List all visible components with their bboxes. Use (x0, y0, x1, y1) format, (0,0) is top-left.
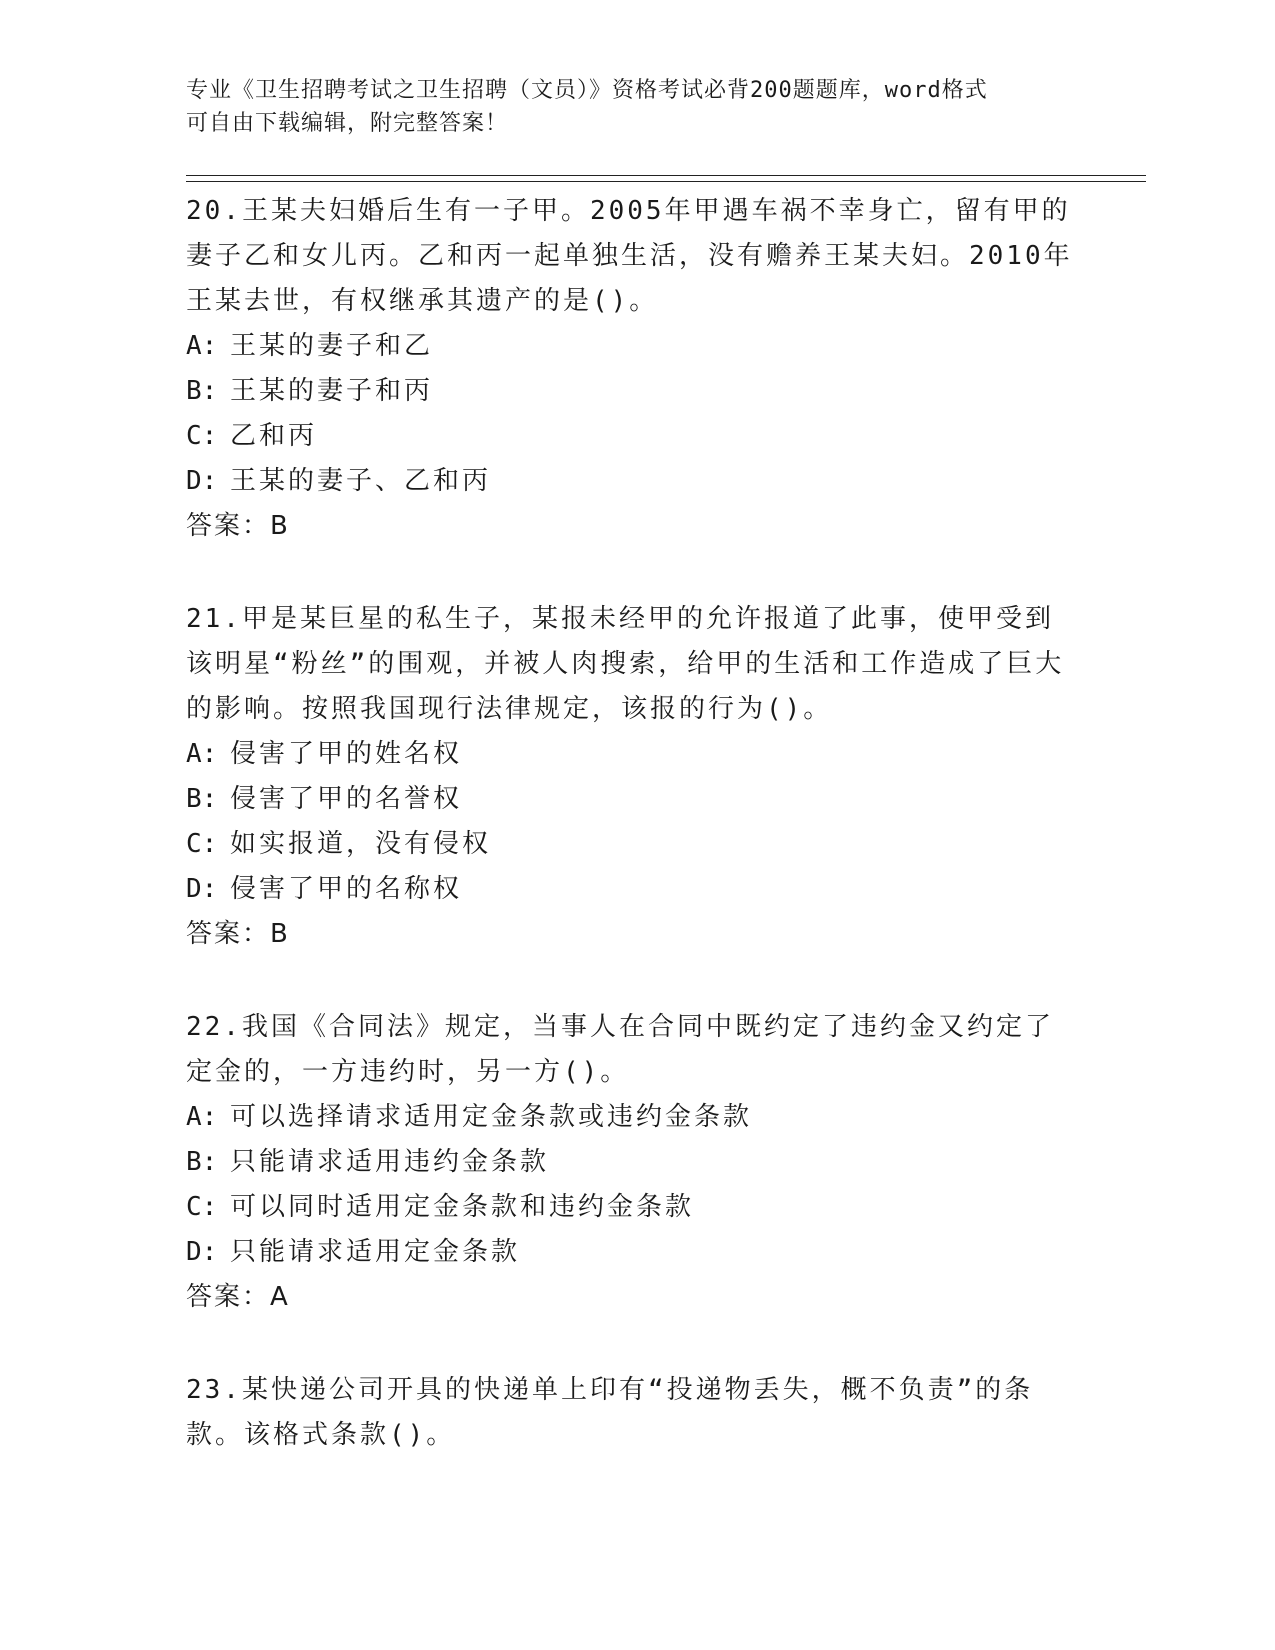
answer-line: 答案：B (186, 919, 290, 949)
option-letter: C: (186, 829, 218, 859)
header-title-line-2: 可自由下载编辑，附完整答案！ (186, 111, 509, 136)
document-header (186, 74, 1066, 140)
option-c (186, 414, 1076, 459)
question-23 (186, 1368, 1076, 1458)
option-letter: B: (186, 1147, 218, 1177)
option-a (186, 1095, 1076, 1140)
option-letter: A: (186, 331, 218, 361)
option-letter: B: (186, 784, 218, 814)
option-b (186, 369, 1076, 414)
option-text: 王某的妻子和丙 (230, 376, 434, 406)
option-text: 侵害了甲的名称权 (230, 874, 463, 904)
option-text: 侵害了甲的姓名权 (230, 739, 463, 769)
option-letter: D: (186, 874, 218, 904)
option-text: 如实报道，没有侵权 (230, 829, 492, 859)
question-22 (186, 1005, 1076, 1320)
header-title-line-1: 专业《卫生招聘考试之卫生招聘（文员）》资格考试必背200题题库，word格式 (186, 78, 988, 103)
option-text: 王某的妻子、乙和丙 (230, 466, 492, 496)
header-divider-bottom (186, 181, 1146, 182)
question-text: 21.甲是某巨星的私生子，某报未经甲的允许报道了此事，使甲受到该明星“粉丝”的围观，并被人肉搜索，给甲的生活和工作造成了巨大的影响。按照我国现行法律规定，该报的行为()。 (186, 604, 1065, 724)
option-text: 只能请求适用定金条款 (230, 1237, 521, 1267)
option-text: 侵害了甲的名誉权 (230, 784, 463, 814)
option-b (186, 1140, 1076, 1185)
answer-line: 答案：A (186, 1282, 290, 1312)
option-text: 王某的妻子和乙 (230, 331, 434, 361)
answer-line: 答案：B (186, 511, 290, 541)
option-c (186, 1185, 1076, 1230)
question-text: 22.我国《合同法》规定，当事人在合同中既约定了违约金又约定了定金的，一方违约时，另一方()。 (186, 1012, 1054, 1087)
option-letter: D: (186, 466, 218, 496)
option-d (186, 1230, 1076, 1275)
option-text: 可以选择请求适用定金条款或违约金条款 (230, 1102, 753, 1132)
option-letter: A: (186, 1102, 218, 1132)
option-d (186, 459, 1076, 504)
option-letter: D: (186, 1237, 218, 1267)
option-text: 乙和丙 (230, 421, 318, 451)
option-a (186, 732, 1076, 777)
question-21 (186, 597, 1076, 957)
option-text: 只能请求适用违约金条款 (230, 1147, 550, 1177)
option-a (186, 324, 1076, 369)
option-d (186, 867, 1076, 912)
option-letter: B: (186, 376, 218, 406)
option-letter: C: (186, 1192, 218, 1222)
question-text: 20.王某夫妇婚后生有一子甲。2005年甲遇车祸不幸身亡，留有甲的妻子乙和女儿丙。乙和丙一起单独生活，没有赡养王某夫妇。2010年王某去世，有权继承其遗产的是()。 (186, 196, 1073, 316)
question-20 (186, 189, 1076, 549)
option-b (186, 777, 1076, 822)
option-letter: A: (186, 739, 218, 769)
question-text: 23.某快递公司开具的快递单上印有“投递物丢失，概不负责”的条款。该格式条款()。 (186, 1375, 1034, 1450)
option-text: 可以同时适用定金条款和违约金条款 (230, 1192, 695, 1222)
option-letter: C: (186, 421, 218, 451)
option-c (186, 822, 1076, 867)
header-divider-top (186, 175, 1146, 176)
